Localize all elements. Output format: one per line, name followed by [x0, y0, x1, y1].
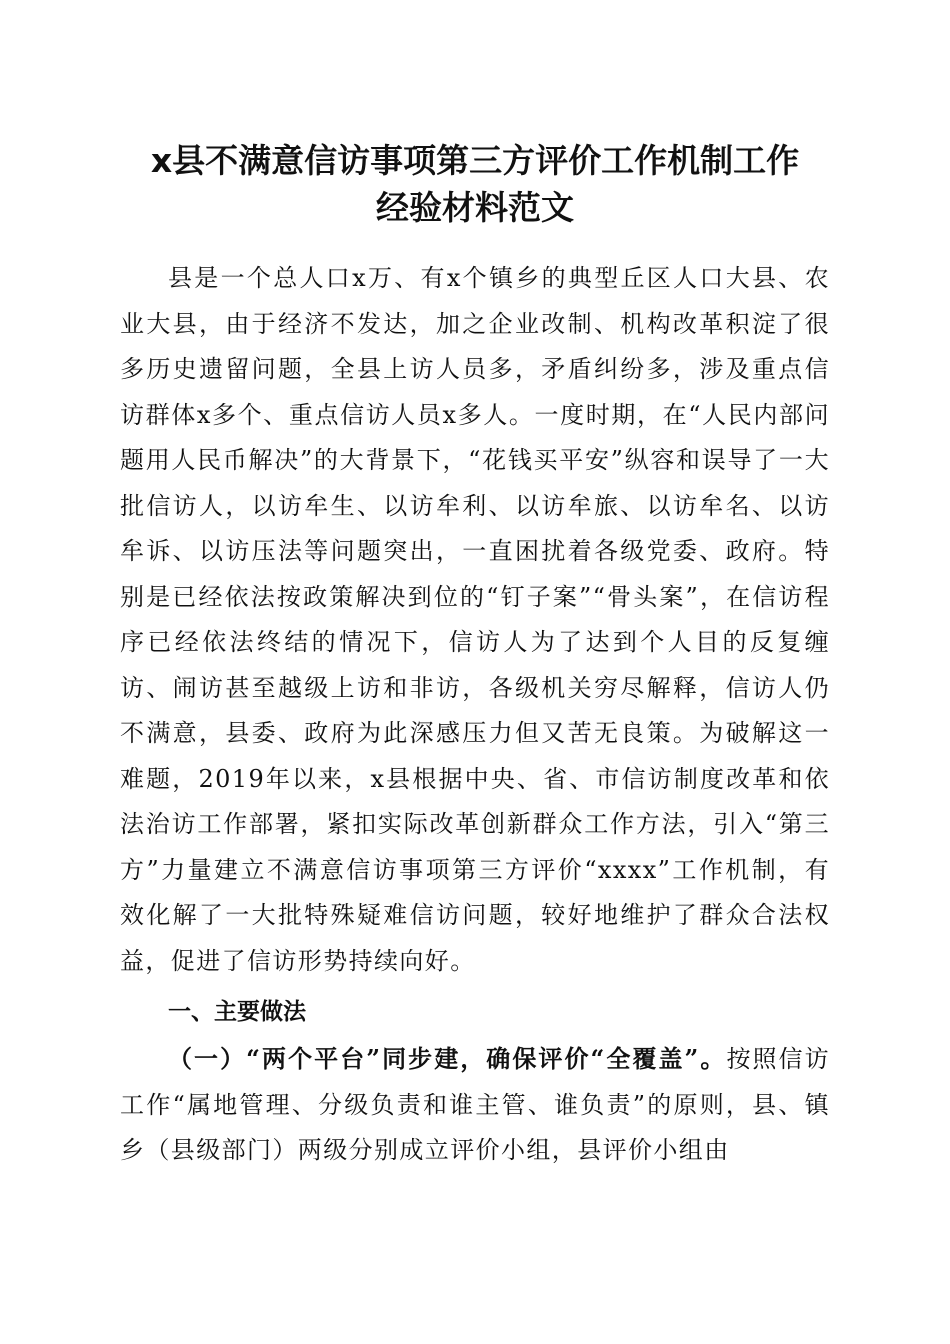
subsection-text: 按照信访工作“属地管理、分级负责和谁主管、谁负责”的原则，县、镇乡（县级部门）两级分别成立评价小组，县评价小组由: [120, 1045, 830, 1164]
subsection-paragraph: [120, 1036, 830, 1174]
section-heading-main-practices: 一、主要做法: [168, 999, 306, 1025]
document-title-line-2: 经验材料范文: [376, 188, 574, 227]
subsection-heading: （一）“两个平台”同步建，确保评价“全覆盖”。: [168, 1044, 727, 1073]
intro-paragraph: 县是一个总人口x万、有x个镇乡的典型丘区人口大县、农业大县，由于经济不发达，加之企业改制、机构改革积淀了很多历史遗留问题，全县上访人员多，矛盾纠纷多，涉及重点信访群体x多个、重点信访人员x多人。一度时期，在“人民内部问题用人民币解决”的大背景下，“花钱买平安”纵容和误导了一大批信访人，以访牟生、以访牟利、以访牟旅、以访牟名、以访牟诉、以访压法等问题突出，一直困扰着各级党委、政府。特别是已经依法按政策解决到位的“钉子案”“骨头案”，在信访程序已经依法终结的情况下，信访人为了达到个人目的反复缠访、闹访甚至越级上访和非访，各级机关穷尽解释，信访人仍不满意，县委、政府为此深感压力但又苦无良策。为破解这一难题，2019年以来，x县根据中央、省、市信访制度改革和依法治访工作部署，紧扣实际改革创新群众工作方法，引入“第三方”力量建立不满意信访事项第三方评价“xxxx”工作机制，有效化解了一大批特殊疑难信访问题，较好地维护了群众合法权益，促进了信访形势持续向好。: [120, 264, 830, 975]
document-title-line-1: x县不满意信访事项第三方评价工作机制工作: [150, 141, 800, 180]
